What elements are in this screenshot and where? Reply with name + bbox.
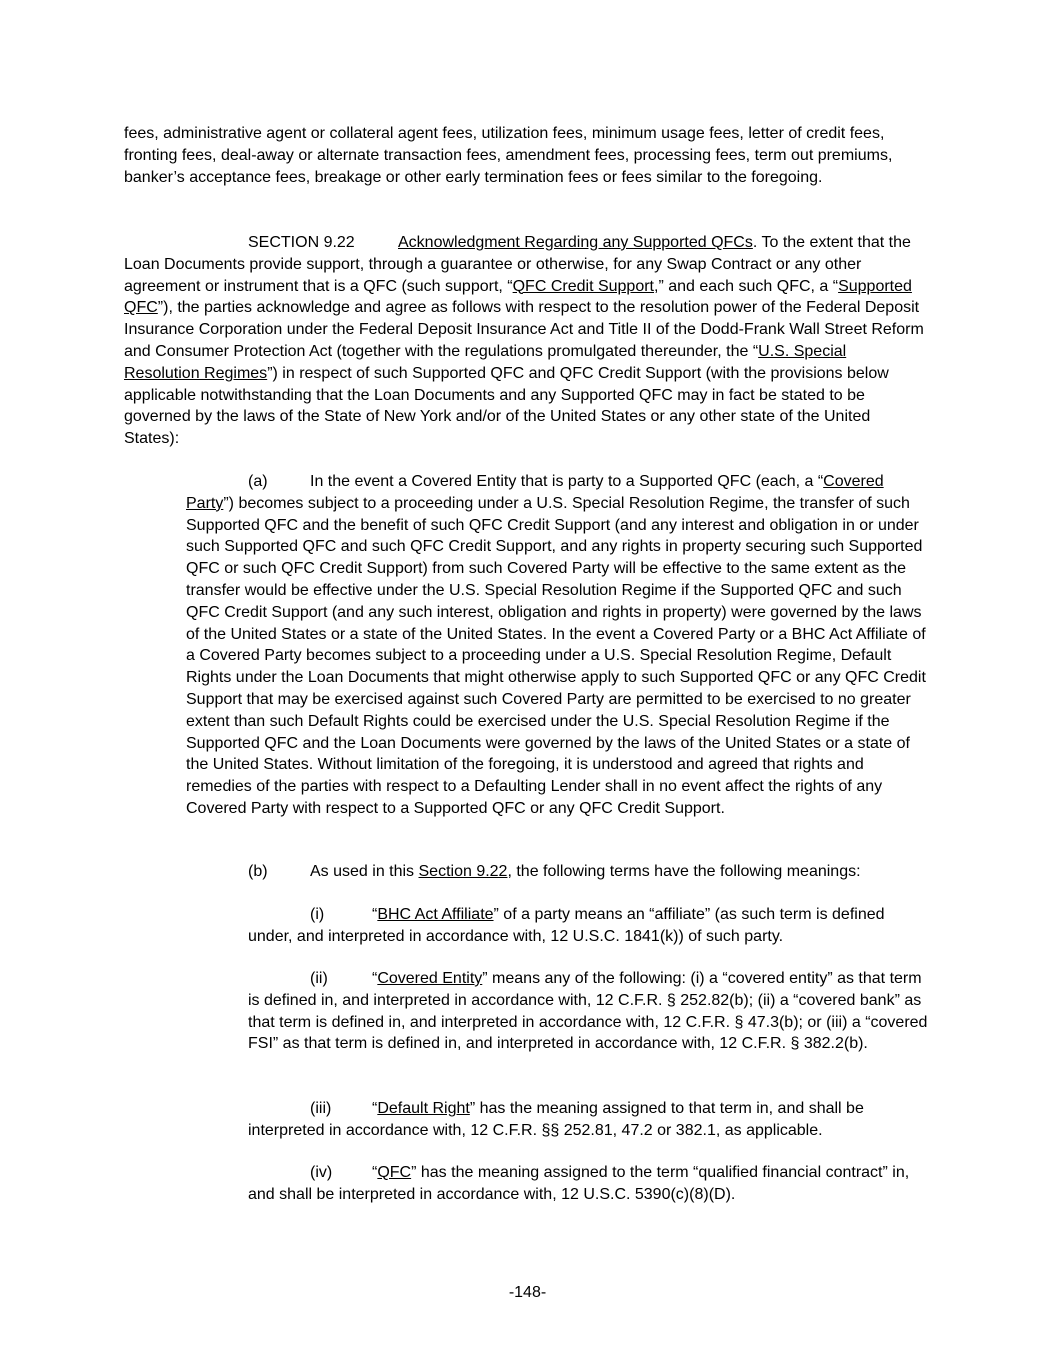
page-number: -148- <box>508 1284 547 1301</box>
defined-term: Covered Entity <box>377 970 483 987</box>
defined-term: QFC <box>377 1164 412 1181</box>
defined-term: BHC Act Affiliate <box>377 906 494 923</box>
section-reference: Section 9.22 <box>418 863 508 880</box>
defined-term-qfc-credit-support: QFC Credit Support <box>512 277 654 295</box>
definition-covered-entity: (ii) “Covered Entity” means any of the following: (i) a “covered entity” as that term is defined in, and interpreted in accordance with, 12 C.F.R. § 252.82(b); (ii) a “covered bank” as that term is defined in, and interpreted in accordance with, 12 C.F.R. § 47.3(b); or (iii) a “covered FSI” as that term is defined in, and interpreted in accordance with, 12 C.F.R. § 382.2(b). <box>248 970 928 1053</box>
defined-term-covered-party: Covered Party <box>186 473 884 512</box>
paragraph-b: (b) As used in this Section 9.22, the following terms have the following meanings: <box>248 861 928 883</box>
section-9-22-paragraph: SECTION 9.22 Acknowledgment Regarding any Supported QFCs. To the extent that the Loan Documents provide support, through a guarantee or otherwise, for any Swap Contract or any other agreement or instrument that is a QFC (such support, “QFC Credit Support,” and each such QFC, a “Supported QFC”), the parties acknowledge and agree as follows with respect to the resolution power of the Federal Deposit Insurance Corporation under the Federal Deposit Insurance Act and Title II of the Dodd-Frank Wall Street Reform and Consumer Protection Act (together with the regulations promulgated thereunder, the “U.S. Special Resolution Regimes”) in respect of such Supported QFC and QFC Credit Support (with the provisions below applicable notwithstanding that the Loan Documents and any Supported QFC may in fact be stated to be governed by the laws of the State of New York and/or of the United States or any other state of the United States): <box>124 234 924 448</box>
paragraph-b-label: (b) <box>248 863 268 880</box>
intro-paragraph <box>124 123 924 188</box>
defined-term: Default Right <box>377 1100 470 1117</box>
definition-bhc-act-affiliate: (i) “BHC Act Affiliate” of a party means an “affiliate” (as such term is defined under, and interpreted in accordance with, 12 U.S.C. 1841(k)) of such party. <box>248 906 885 945</box>
definition-default-right: (iii) “Default Right” has the meaning assigned to that term in, and shall be interpreted in accordance with, 12 C.F.R. §§ 252.81, 47.2 or 382.1, as applicable. <box>248 1100 864 1139</box>
defined-term-supported-qfc: Supported QFC <box>124 277 912 317</box>
paragraph-a: (a) In the event a Covered Entity that is party to a Supported QFC (each, a “Covered Party”) becomes subject to a proceeding under a U.S. Special Resolution Regime, the transfer of such Supported QFC and the benefit of such QFC Credit Support (and any interest and obligation in or under such Supported QFC and such QFC Credit Support, and any rights in property securing such Supported QFC or such QFC Credit Support) from such Covered Party will be effective to the same extent as the transfer would be effective under the U.S. Special Resolution Regime if the Supported QFC and such QFC Credit Support (and any such interest, obligation and rights in property) were governed by the laws of the United States or a state of the United States. In the event a Covered Party or a BHC Act Affiliate of a Covered Party becomes subject to a proceeding under a U.S. Special Resolution Regime, Default Rights under the Loan Documents that might otherwise apply to such Supported QFC or any QFC Credit Support that may be exercised against such Covered Party are permitted to be exercised to no greater extent than such Default Rights could be exercised under the U.S. Special Resolution Regime if the Supported QFC and the Loan Documents were governed by the laws of the United States or a state of the United States. Without limitation of the foregoing, it is understood and agreed that rights and remedies of the parties with respect to a Defaulting Lender shall in no event affect the rights of any Covered Party with respect to a Supported QFC or any QFC Credit Support. <box>186 473 926 817</box>
definition-qfc: (iv) “QFC” has the meaning assigned to the term “qualified financial contract” in, and shall be interpreted in accordance with, 12 U.S.C. 5390(c)(8)(D). <box>248 1164 910 1203</box>
intro-text: fees, administrative agent or collateral agent fees, utilization fees, minimum usage fees, letter of credit fees, fronting fees, deal-away or alternate transaction fees, amendment fees, processing fees, term out premiums, banker’s acceptance fees, breakage or other early termination fees or fees similar to the foregoing. <box>124 125 893 186</box>
defined-term-us-special-resolution-regimes: U.S. Special Resolution Regimes <box>124 342 847 382</box>
section-heading: Acknowledgment Regarding any Supported QFCs <box>398 234 753 251</box>
section-number: SECTION 9.22 <box>248 234 355 251</box>
paragraph-a-label: (a) <box>248 473 268 490</box>
